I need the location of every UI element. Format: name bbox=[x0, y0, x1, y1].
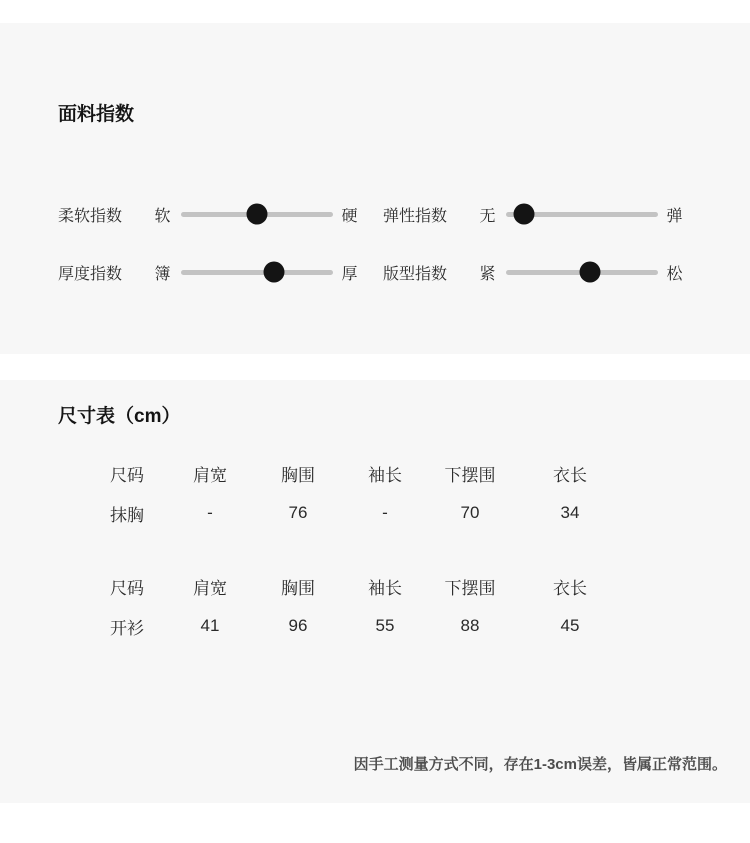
size-col-header: 下摆围 bbox=[444, 578, 496, 598]
softness-max-label: 硬 bbox=[341, 207, 358, 225]
fabric-index-section bbox=[0, 23, 750, 354]
size-cell-value: 34 bbox=[560, 503, 580, 522]
slider-row-fit bbox=[383, 261, 683, 283]
size-cell-value: 70 bbox=[460, 503, 480, 522]
size-col-header: 衣长 bbox=[553, 465, 587, 485]
fabric-slider-grid bbox=[58, 203, 683, 283]
thickness-label: 厚度指数 bbox=[58, 265, 123, 283]
fit-slider-track bbox=[506, 270, 658, 275]
softness-label: 柔软指数 bbox=[58, 207, 123, 225]
elasticity-max-label: 弹 bbox=[666, 207, 683, 225]
size-cell-value: 41 bbox=[200, 616, 220, 635]
size-col-header: 袖长 bbox=[368, 465, 402, 485]
elasticity-slider-dot bbox=[514, 204, 535, 225]
size-table-tube-top bbox=[85, 453, 750, 533]
thickness-max-label: 厚 bbox=[341, 265, 358, 283]
elasticity-label: 弹性指数 bbox=[383, 207, 448, 225]
measurement-tolerance-note: 因手工测量方式不同，存在1-3cm误差，皆属正常范围。 bbox=[353, 756, 727, 773]
size-col-header: 尺码 bbox=[110, 578, 144, 598]
size-cell-value: 96 bbox=[288, 616, 308, 635]
size-cell-value: - bbox=[207, 503, 213, 522]
size-cell-value: - bbox=[382, 503, 388, 522]
size-cell-value: 45 bbox=[560, 616, 580, 635]
slider-row-thickness bbox=[58, 261, 358, 283]
slider-row-elasticity bbox=[383, 203, 683, 225]
size-cell-value: 76 bbox=[288, 503, 308, 522]
size-col-header: 胸围 bbox=[281, 465, 315, 485]
elasticity-min-label: 无 bbox=[479, 207, 496, 225]
size-col-header: 下摆围 bbox=[444, 465, 496, 485]
size-table-cardigan bbox=[85, 566, 750, 646]
size-cell-size-name: 抹胸 bbox=[110, 505, 144, 525]
softness-min-label: 软 bbox=[154, 207, 171, 225]
fit-slider-dot bbox=[579, 262, 600, 283]
fit-min-label: 紧 bbox=[479, 265, 496, 283]
fit-label: 版型指数 bbox=[383, 265, 448, 283]
elasticity-slider-track bbox=[506, 212, 658, 217]
size-cell-size-name: 开衫 bbox=[110, 618, 144, 638]
size-cell-value: 88 bbox=[460, 616, 480, 635]
softness-slider-track bbox=[181, 212, 333, 217]
slider-row-softness bbox=[58, 203, 358, 225]
size-cell-value: 55 bbox=[375, 616, 395, 635]
fit-max-label: 松 bbox=[666, 265, 683, 283]
fabric-section-title: 面料指数 bbox=[58, 104, 135, 125]
size-col-header: 肩宽 bbox=[193, 578, 227, 598]
size-col-header: 肩宽 bbox=[193, 465, 227, 485]
thickness-slider-dot bbox=[263, 262, 284, 283]
size-chart-section bbox=[0, 380, 750, 803]
size-col-header: 袖长 bbox=[368, 578, 402, 598]
size-col-header: 衣长 bbox=[553, 578, 587, 598]
softness-slider-dot bbox=[247, 204, 268, 225]
thickness-min-label: 簿 bbox=[154, 265, 171, 283]
size-col-header: 尺码 bbox=[110, 465, 144, 485]
size-section-title: 尺寸表（cm） bbox=[58, 406, 181, 427]
size-col-header: 胸围 bbox=[281, 578, 315, 598]
thickness-slider-track bbox=[181, 270, 333, 275]
product-spec-page bbox=[0, 23, 750, 843]
